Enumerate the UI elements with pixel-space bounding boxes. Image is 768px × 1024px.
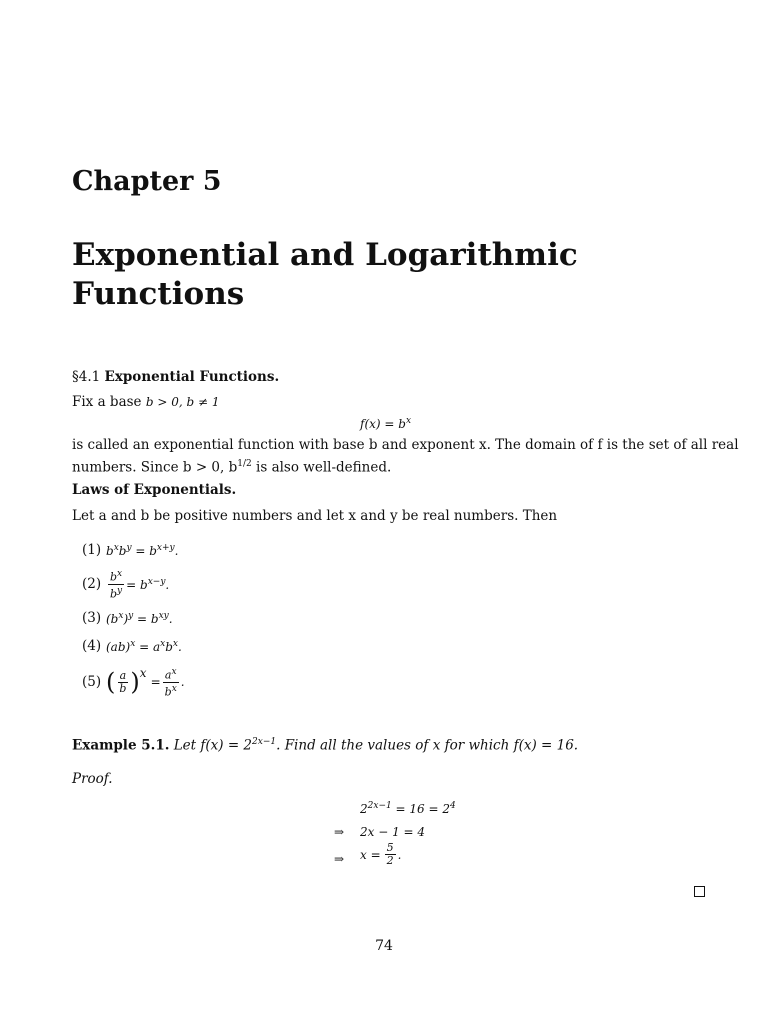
section-heading <box>72 368 279 387</box>
example-text-b: . Find all the values of x for which f(x) = 16. <box>276 737 579 754</box>
proof-step-3: x = $\frac{5}{2}$ . <box>360 841 402 867</box>
paragraph-line2-a: numbers. Since b > 0, b <box>72 459 238 476</box>
chapter-title-line1: Exponential and Logarithmic <box>72 237 578 273</box>
function-definition-base: f(x) = b <box>360 417 406 431</box>
fix-base-condition: b > 0, b ≠ 1 <box>145 395 220 409</box>
section-number: §4.1 <box>72 369 101 385</box>
law-1-number: (1) <box>82 542 102 558</box>
law-5: (5) ( $\frac{a}{b}$ ) x = $\frac{a^x}{b^x}$ . <box>82 666 185 699</box>
law-3-number: (3) <box>82 610 102 626</box>
page-number: 74 <box>375 938 393 954</box>
paragraph-line1: is called an exponential function with base b and exponent x. The domain of f is the set of all real <box>72 437 739 453</box>
implies-arrow-1: ⇒ <box>334 825 345 839</box>
chapter-title <box>72 236 692 314</box>
law-3: (3) $(b^x)^y = b^{xy}$. <box>82 610 173 626</box>
step1-base: 2 <box>360 802 368 816</box>
step3-numerator: 5 <box>386 841 394 854</box>
laws-heading: Laws of Exponentials. <box>72 482 237 498</box>
chapter-label: Chapter 5 <box>72 166 222 197</box>
fix-base-line <box>72 393 219 412</box>
fix-base-text: Fix a base <box>72 394 142 410</box>
proof-label: Proof. <box>72 771 113 787</box>
example-text-a: Let f(x) = 2 <box>173 737 253 754</box>
step3-denominator: 2 <box>386 854 394 867</box>
function-definition-exp: x <box>405 416 412 426</box>
implies-arrow-2: ⇒ <box>334 852 345 866</box>
paragraph-line2: numbers. Since b > 0, $b^{1/2}$ is also well-defined. <box>72 459 392 476</box>
step1-exp2: 4 <box>450 801 456 811</box>
step1-rest: = 16 = 2 <box>391 802 450 816</box>
step1-exp: 2x−1 <box>367 801 392 811</box>
proof-step-1 <box>360 801 456 816</box>
laws-intro: Let a and b be positive numbers and let x and y be real numbers. Then <box>72 508 558 524</box>
qed-box-icon <box>694 886 705 897</box>
law-4-number: (4) <box>82 638 102 654</box>
chapter-title-line2: Functions <box>72 276 245 312</box>
proof-step-2: 2x − 1 = 4 <box>360 825 426 839</box>
law-4: (4) $(ab)^x = a^xb^x$. <box>82 638 182 654</box>
law-5-number: (5) <box>82 674 102 691</box>
step3-lhs: x = <box>360 847 381 862</box>
example-label: Example 5.1. <box>72 737 170 754</box>
section-title: Exponential Functions. <box>104 369 280 385</box>
law-2: (2) $\frac{b^x}{b^y}$ = $b^{x-y}$. <box>82 569 170 601</box>
example-text-exp: 2x−1 <box>252 737 277 747</box>
law-2-number: (2) <box>82 576 102 593</box>
function-definition <box>360 412 411 434</box>
paragraph-line2-b: is also well-defined. <box>256 459 392 476</box>
example-5-1 <box>72 733 578 756</box>
law-1: (1) $b^xb^y = b^{x+y}$. <box>82 542 179 558</box>
